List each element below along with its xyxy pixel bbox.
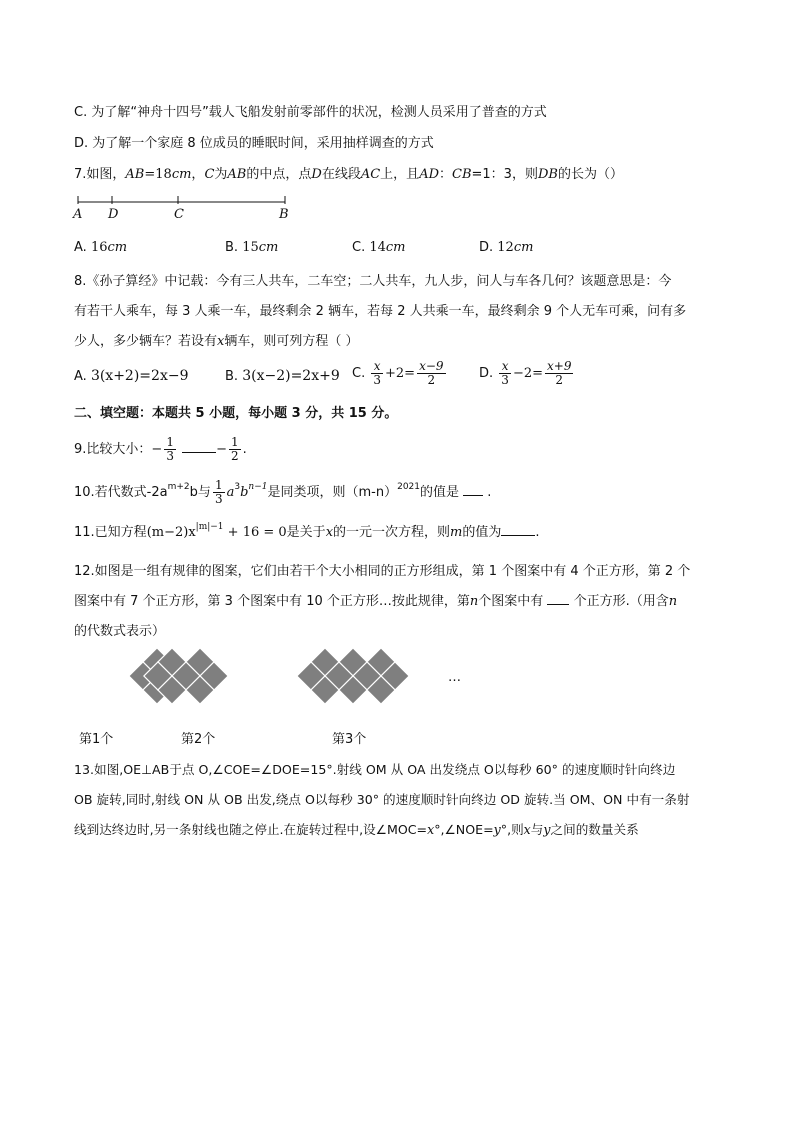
q7-option-c[interactable]: C. 14cm bbox=[352, 240, 406, 255]
label-c: C bbox=[174, 207, 184, 222]
q6-option-d: D. 为了解一个家庭 8 位成员的睡眠时间，采用抽样调查的方式 bbox=[74, 136, 434, 151]
q11-answer-blank[interactable] bbox=[501, 523, 535, 536]
q8-option-d[interactable]: D. $\frac{x}{3}$ −2= $\frac{x+9}{2}$ bbox=[479, 359, 572, 387]
q6-option-c: C. 为了解“神舟十四号”载人飞船发射前零部件的状况，检测人员采用了普查的方式 bbox=[74, 105, 547, 120]
q7-option-b[interactable]: B. 15cm bbox=[225, 240, 279, 255]
q7-segment-diagram bbox=[70, 192, 300, 228]
q10-stem: 10.若代数式$-2a^{m+2}b$与 $\frac{1}{3}$ $a^3b^{n-1}$是同类项，则$(m-n)^{2021}$的值是 . bbox=[74, 478, 492, 506]
q12-caption-2: 第2个 bbox=[181, 732, 216, 747]
section-title-fill-in: 二、填空题：本题共 5 小题，每小题 3 分，共 15 分。 bbox=[74, 406, 398, 421]
q12-caption-3: 第3个 bbox=[332, 732, 367, 747]
q12-square-patterns bbox=[68, 648, 488, 724]
q12-answer-blank[interactable] bbox=[547, 592, 569, 605]
label-d: D bbox=[108, 207, 119, 222]
q12-line-1: 12.如图是一组有规律的图案，它们由若干个大小相同的正方形组成，第 1 个图案中有 4 个正方形，第 2 个 bbox=[74, 564, 691, 579]
q9-answer-blank[interactable] bbox=[182, 440, 216, 453]
q8-line-1: 8.《孙子算经》中记载：今有三人共车，二车空；二人共车，九人步，问人与车各几何？该题意思是：今 bbox=[74, 274, 672, 289]
q8-line-3: 少人，多少辆车？若设有x辆车，则可列方程（ ） bbox=[74, 334, 359, 349]
q12-caption-1: 第1个 bbox=[79, 732, 114, 747]
q8-option-a[interactable]: A. 3(x+2)=2x−9 bbox=[74, 368, 189, 384]
q13-line-3: 线到达终边时,另一条射线也随之停止.在旋转过程中,设∠MOC=x°,∠NOE=y°,则x与y之间的数量关系 bbox=[74, 822, 639, 837]
q8-option-b[interactable]: B. 3(x−2)=2x+9 bbox=[225, 368, 340, 384]
q10-answer-blank[interactable] bbox=[463, 483, 483, 496]
q11-stem: 11.已知方程$(m-2)x^{|m|-1} + 16 = 0$是关于x的一元一次方程，则m的值为 . bbox=[74, 522, 540, 540]
q13-line-2: OB 旋转,同时,射线 ON 从 OB 出发,绕点 O以每秒 30° 的速度顺时针向终边 OD 旋转.当 OM、ON 中有一条射 bbox=[74, 792, 690, 807]
q9-stem: 9.比较大小：− $\frac{1}{3}$ − $\frac{1}{2}$ . bbox=[74, 435, 247, 463]
q12-line-2: 图案中有 7 个正方形，第 3 个图案中有 10 个正方形…按此规律，第n个图案中有 个正方形.（用含n bbox=[74, 594, 678, 609]
q12-line-3: 的代数式表示） bbox=[74, 624, 166, 639]
label-a: A bbox=[73, 207, 83, 222]
q8-line-2: 有若干人乘车，每 3 人乘一车，最终剩余 2 辆车，若每 2 人共乘一车，最终剩余 9 个人无车可乘，问有多 bbox=[74, 304, 687, 319]
q12-ellipsis: … bbox=[448, 670, 461, 685]
q8-option-c[interactable]: C. $\frac{x}{3}$ +2= $\frac{x-9}{2}$ bbox=[352, 359, 444, 387]
label-b: B bbox=[279, 207, 289, 222]
q13-line-1: 13.如图,OE⊥AB于点 O,∠COE=∠DOE=15°.射线 OM 从 OA 出发绕点 O以每秒 60° 的速度顺时针向终边 bbox=[74, 762, 676, 777]
q7-option-a[interactable]: A. 16cm bbox=[74, 240, 128, 255]
pattern-3 bbox=[297, 648, 409, 704]
q7-option-d[interactable]: D. 12cm bbox=[479, 240, 534, 255]
q7-stem: 7.如图，AB=18cm，C为AB的中点，点D在线段AC上，且AD：CB=1：3，则DB的长为（） bbox=[74, 167, 623, 182]
